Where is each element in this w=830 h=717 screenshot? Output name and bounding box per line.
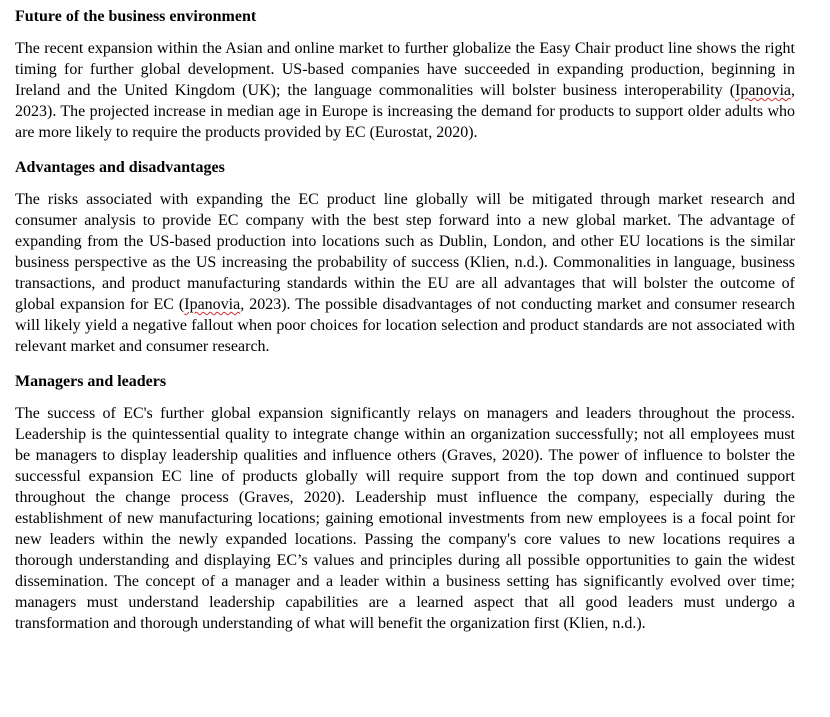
- paragraph-advantages-disadvantages: [15, 189, 795, 357]
- heading-managers-leaders: Managers and leaders: [15, 373, 167, 390]
- document-body: [15, 6, 795, 634]
- paragraph-text: , 2023). The possible disadvantages of not conducting market and consumer research will likely yield a negative fallout when poor choices for location selection and product standards are not associated with relevant market and consumer research.: [15, 296, 796, 355]
- paragraph-text: The recent expansion within the Asian and online market to further globalize the Easy Chair product line shows the right timing for further global development. US-based companies have succeeded in expanding production, beginning in Ireland and the United Kingdom (UK); the language commonalities will bolster business interoperability (: [15, 40, 795, 99]
- paragraph-managers-leaders: The success of EC's further global expansion significantly relays on managers and leaders throughout the process. Leadership is the quintessential quality to integrate change within an organization successfully; not all employees must be managers to display leadership qualities and influence others (Graves, 2020). The power of influence to bolster the successful expansion EC line of products globally will require support from the top down and continued support throughout the change process (Graves, 2020). Leadership must influence the company, especially during the establishment of new manufacturing locations; gaining emotional investments from new employees is a focal point for new leaders within the newly expanded locations. Passing the company's core values to new locations requires a thorough understanding and displaying EC’s values and principles during all possible opportunities to gain the widest dissemination. The concept of a manager and a leader within a business setting has significantly evolved over time; managers must understand leadership capabilities are a learned aspect that all good leaders must undergo a transformation and thorough understanding of what will benefit the organization first (Klien, n.d.).: [15, 405, 795, 632]
- spellcheck-flagged-word[interactable]: Ipanovia: [735, 82, 791, 99]
- heading-advantages-disadvantages: Advantages and disadvantages: [15, 159, 225, 176]
- paragraph-text: The risks associated with expanding the EC product line globally will be mitigated through market research and consumer analysis to provide EC company with the best step forward into a new global market. The advantage of expanding from the US-based production into locations such as Dublin, London, and other EU locations is the similar business perspective as the US increasing the probability of success (Klien, n.d.). Commonalities in language, business transactions, and product manufacturing standards within the EU are all advantages that will bolster the outcome of global expansion for EC (: [15, 191, 795, 313]
- paragraph-text: , 2023). The projected increase in median age in Europe is increasing the demand for products to support older adults who are more likely to require the products provided by EC (Eurostat, 2020).: [15, 82, 795, 141]
- spellcheck-flagged-word[interactable]: Ipanovia: [184, 296, 241, 313]
- heading-future-business-environment: Future of the business environment: [15, 8, 257, 25]
- paragraph-future-business-environment: [15, 38, 795, 143]
